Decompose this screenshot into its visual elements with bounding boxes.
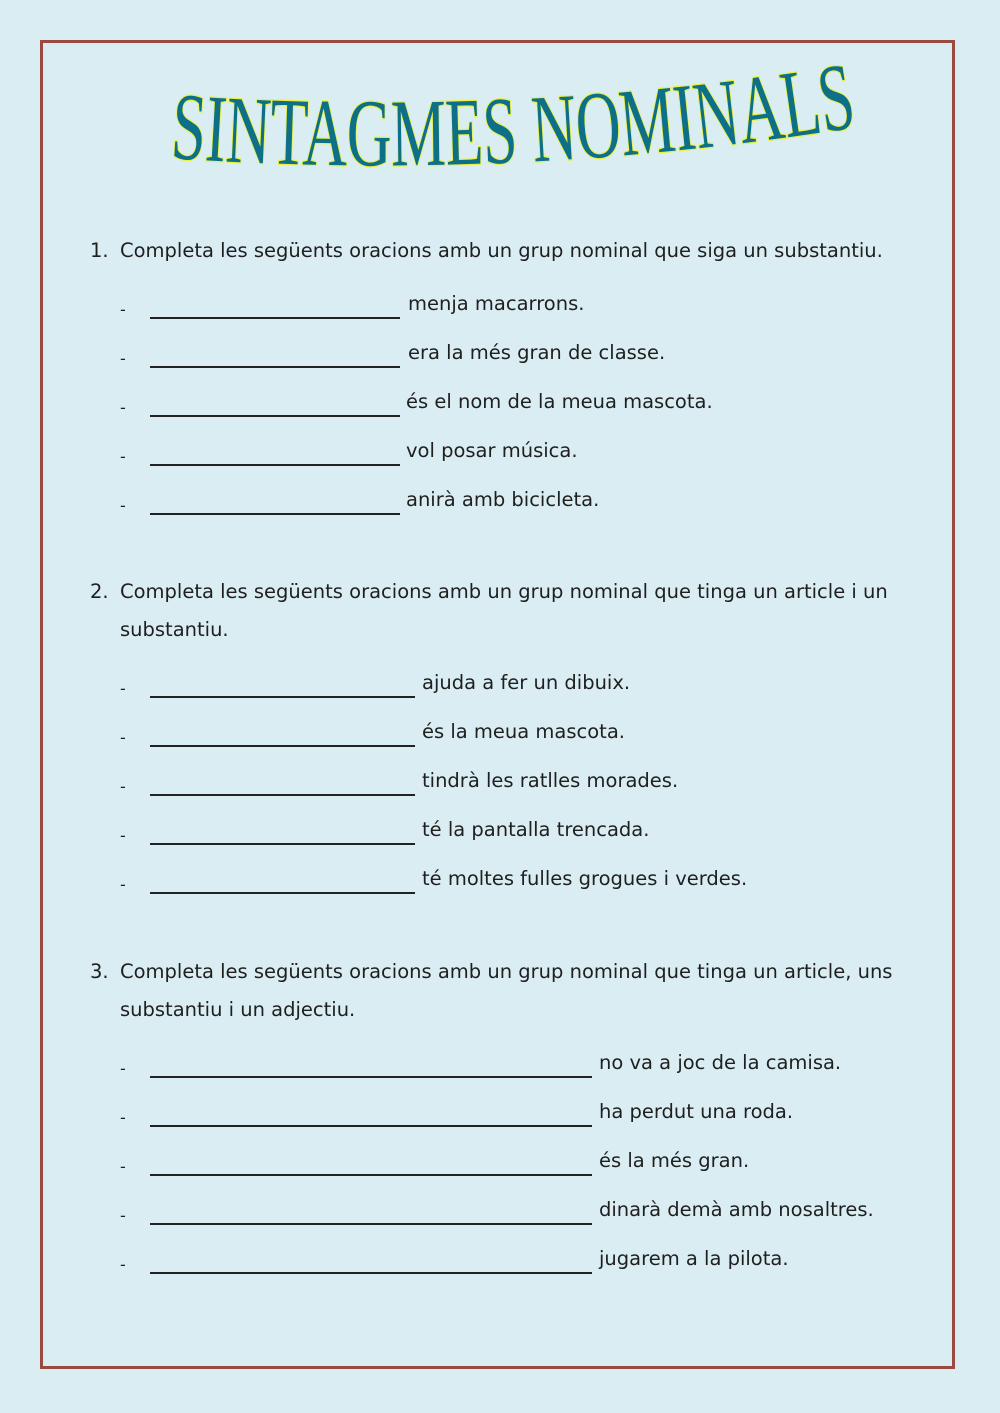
- answer-blank[interactable]: [150, 339, 400, 368]
- bullet-dash: -: [120, 728, 126, 747]
- list-item: [90, 865, 950, 914]
- bullet-dash: -: [120, 1108, 126, 1127]
- exercise-2-instruction: [90, 573, 950, 649]
- list-item: [90, 816, 950, 865]
- list-item: [90, 1049, 950, 1098]
- bullet-dash: -: [120, 777, 126, 796]
- sentence-ending: ha perdut una roda.: [599, 1100, 794, 1123]
- sentence-ending: no va a joc de la camisa.: [599, 1051, 842, 1074]
- sentence-ending: té la pantalla trencada.: [422, 818, 650, 841]
- exercise-1-instruction: [90, 232, 950, 270]
- answer-blank[interactable]: [150, 767, 415, 796]
- bullet-dash: -: [120, 1059, 126, 1078]
- list-item: [90, 1147, 950, 1196]
- sentence-ending: tindrà les ratlles morades.: [422, 769, 679, 792]
- bullet-dash: -: [120, 398, 126, 417]
- bullet-dash: -: [120, 826, 126, 845]
- instruction-text: Completa les següents oracions amb un grup nominal que tinga un article, uns substantiu i un adjectiu.: [120, 960, 893, 1021]
- exercise-1-items: [90, 290, 950, 535]
- answer-blank[interactable]: [150, 1196, 592, 1225]
- list-item: [90, 718, 950, 767]
- bullet-dash: -: [120, 679, 126, 698]
- instruction-text: Completa les següents oracions amb un grup nominal que tinga un article i un substantiu.: [120, 580, 888, 641]
- list-item: [90, 1098, 950, 1147]
- answer-blank[interactable]: [150, 437, 400, 466]
- exercise-number: 1.: [90, 239, 109, 262]
- exercise-number: 3.: [90, 960, 109, 983]
- list-item: [90, 486, 950, 535]
- answer-blank[interactable]: [150, 1098, 592, 1127]
- list-item: [90, 437, 950, 486]
- answer-blank[interactable]: [150, 290, 400, 319]
- sentence-ending: té moltes fulles grogues i verdes.: [422, 867, 748, 890]
- instruction-text: Completa les següents oracions amb un grup nominal que siga un substantiu.: [120, 239, 883, 262]
- title-text: SINTAGMES NOMINALS: [168, 38, 880, 187]
- answer-blank[interactable]: [150, 669, 415, 698]
- bullet-dash: -: [120, 875, 126, 894]
- exercise-1: [90, 232, 950, 535]
- exercise-2: [90, 573, 950, 914]
- bullet-dash: -: [120, 496, 126, 515]
- sentence-ending: ajuda a fer un dibuix.: [422, 671, 631, 694]
- sentence-ending: dinarà demà amb nosaltres.: [599, 1198, 874, 1221]
- bullet-dash: -: [120, 300, 126, 319]
- list-item: [90, 767, 950, 816]
- worksheet-title: [150, 38, 880, 190]
- exercise-3: [90, 953, 950, 1294]
- answer-blank[interactable]: [150, 486, 400, 515]
- list-item: [90, 388, 950, 437]
- answer-blank[interactable]: [150, 1245, 592, 1274]
- bullet-dash: -: [120, 447, 126, 466]
- list-item: [90, 290, 950, 339]
- list-item: [90, 1196, 950, 1245]
- answer-blank[interactable]: [150, 816, 415, 845]
- bullet-dash: -: [120, 1206, 126, 1225]
- list-item: [90, 669, 950, 718]
- bullet-dash: -: [120, 1255, 126, 1274]
- exercise-3-items: [90, 1049, 950, 1294]
- answer-blank[interactable]: [150, 865, 415, 894]
- exercise-3-instruction: [90, 953, 950, 1029]
- sentence-ending: anirà amb bicicleta.: [406, 488, 600, 511]
- answer-blank[interactable]: [150, 1147, 592, 1176]
- bullet-dash: -: [120, 1157, 126, 1176]
- sentence-ending: era la més gran de classe.: [408, 341, 666, 364]
- answer-blank[interactable]: [150, 718, 415, 747]
- sentence-ending: menja macarrons.: [408, 292, 585, 315]
- sentence-ending: jugarem a la pilota.: [599, 1247, 789, 1270]
- exercise-2-items: [90, 669, 950, 914]
- list-item: [90, 1245, 950, 1294]
- sentence-ending: vol posar música.: [406, 439, 578, 462]
- sentence-ending: és la més gran.: [599, 1149, 750, 1172]
- exercise-number: 2.: [90, 580, 109, 603]
- answer-blank[interactable]: [150, 1049, 592, 1078]
- list-item: [90, 339, 950, 388]
- sentence-ending: és la meua mascota.: [422, 720, 625, 743]
- answer-blank[interactable]: [150, 388, 400, 417]
- bullet-dash: -: [120, 349, 126, 368]
- sentence-ending: és el nom de la meua mascota.: [406, 390, 713, 413]
